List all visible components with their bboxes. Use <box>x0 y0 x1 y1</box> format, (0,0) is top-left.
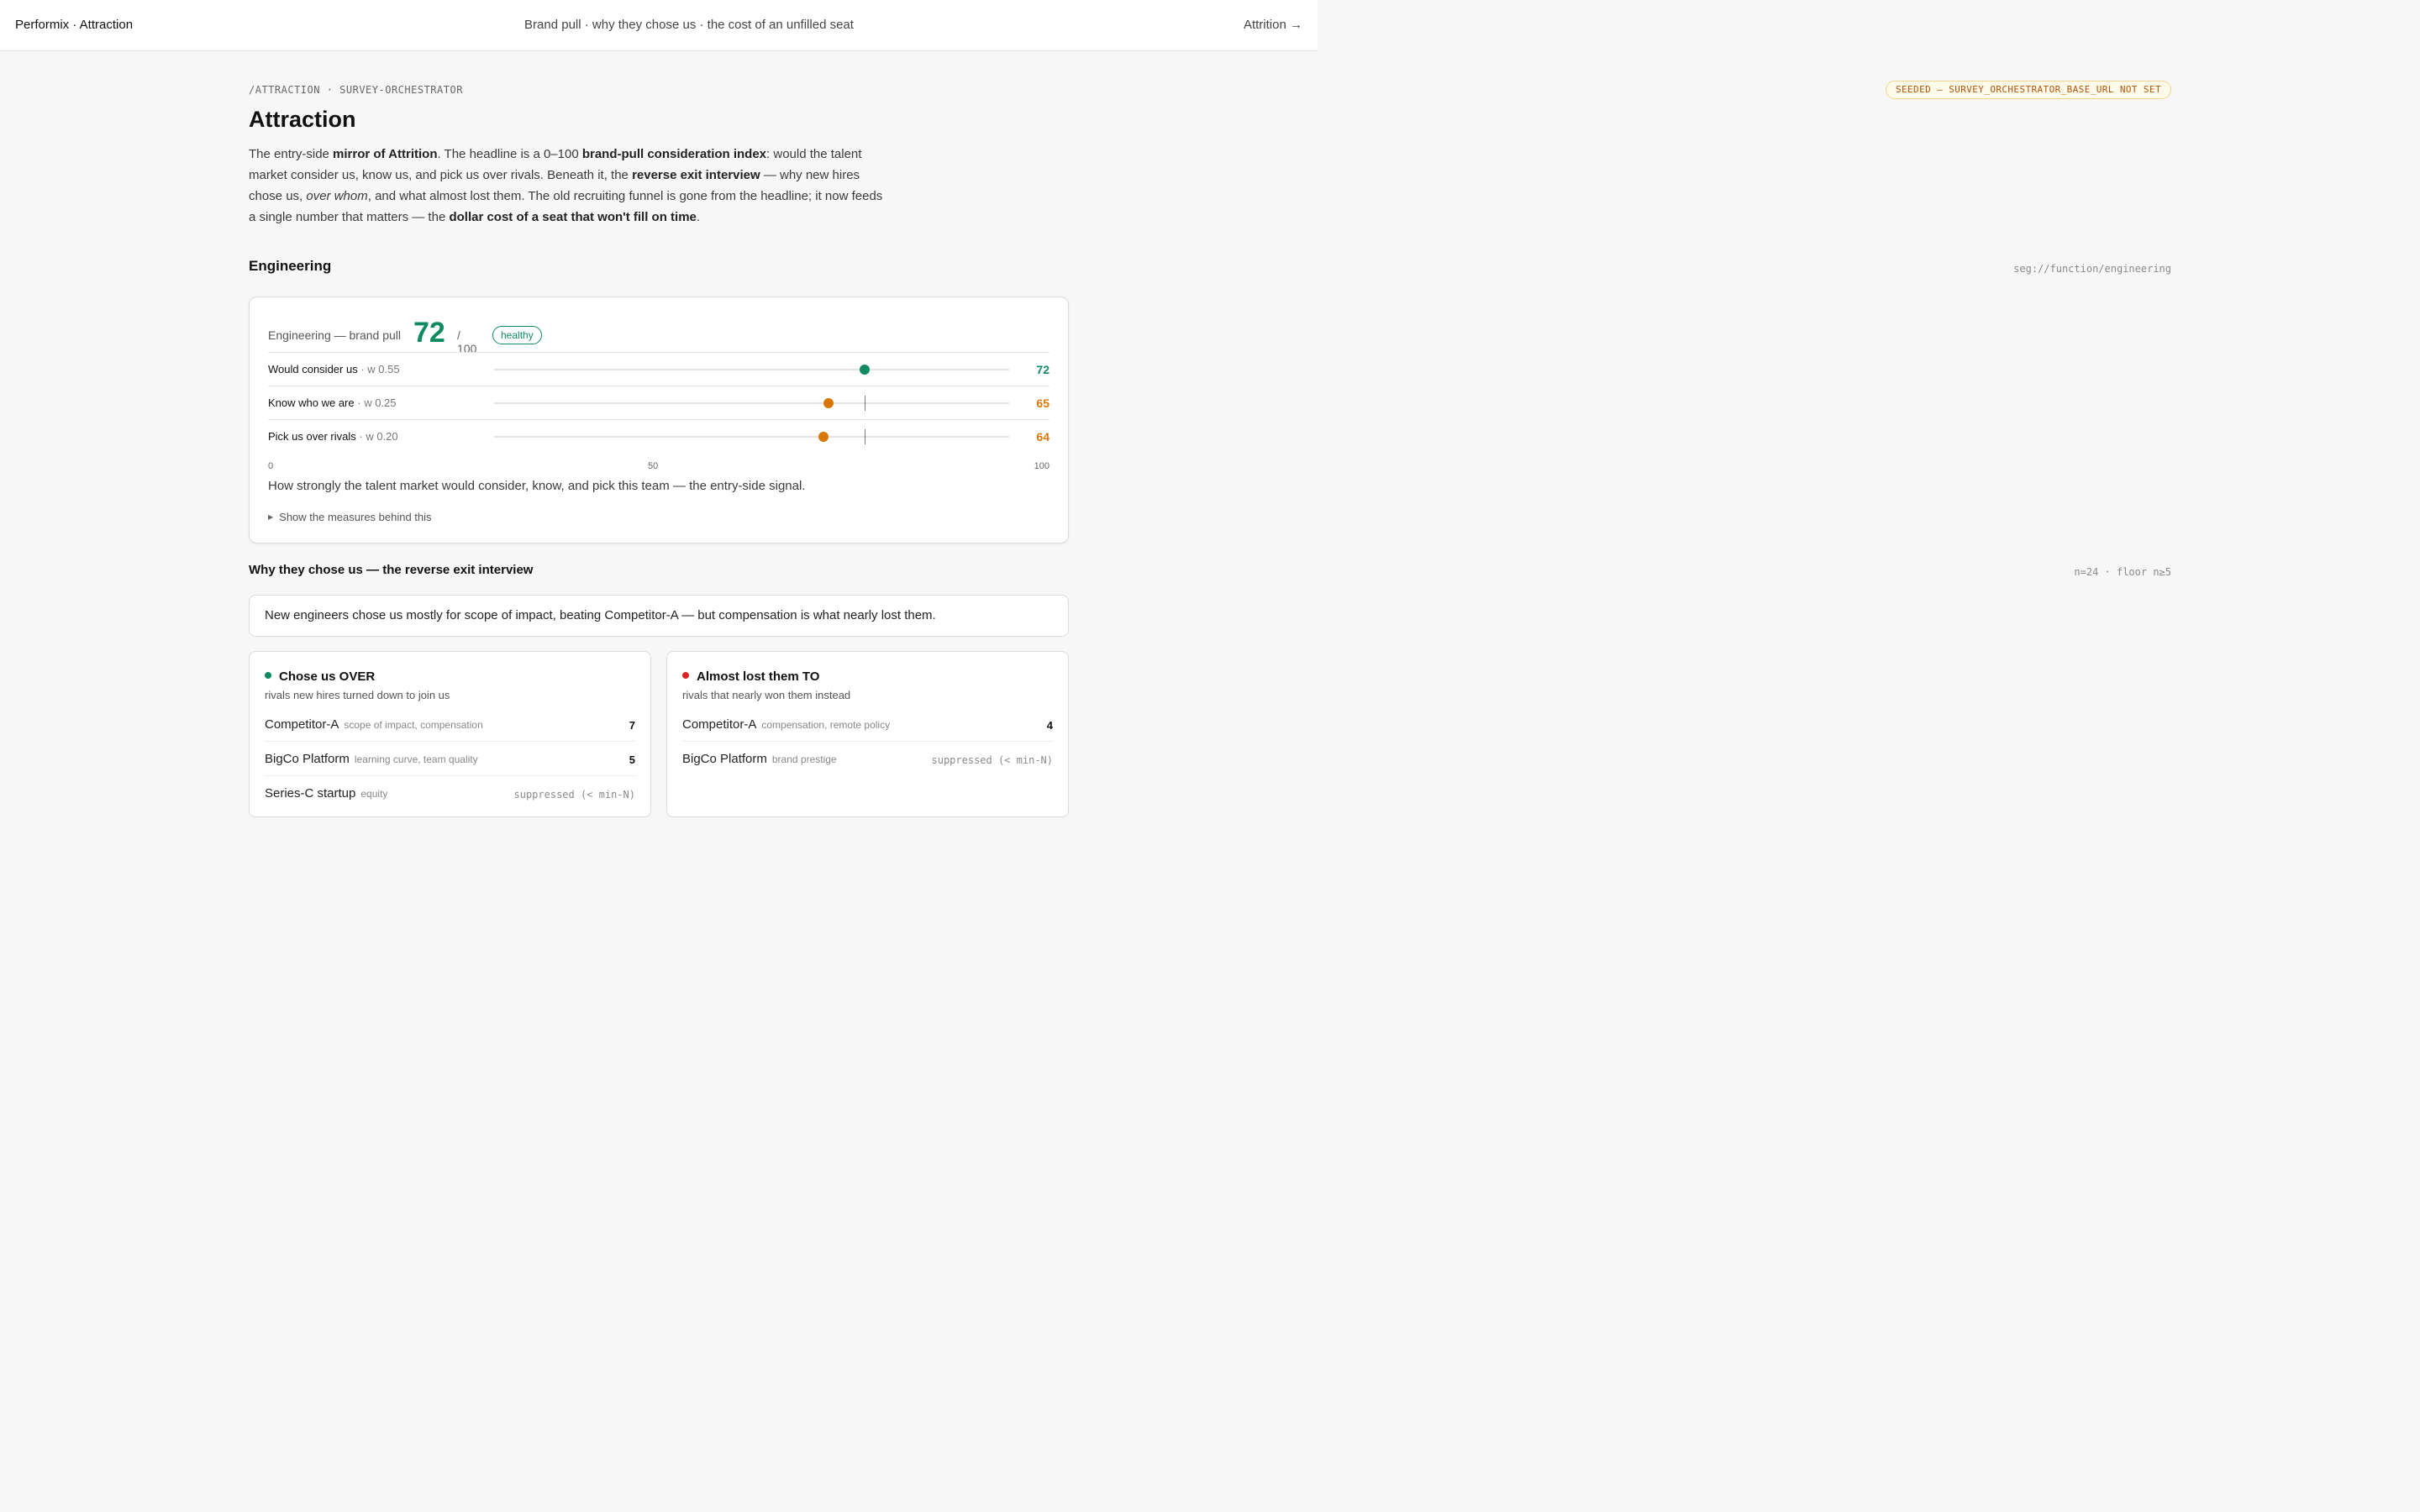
segment-title: Engineering <box>249 258 332 274</box>
measure-row-pick <box>268 419 1050 453</box>
health-status-badge: healthy <box>492 326 542 344</box>
sample-size: n=24 · floor n≥5 <box>2074 566 2171 578</box>
exit-interview-summary <box>249 595 1069 637</box>
exit-interview-title: Why they chose us — the reverse exit interview <box>249 563 534 577</box>
rival-reason: brand prestige <box>771 753 837 765</box>
axis-tick-mid: 50 <box>648 461 659 471</box>
rival-reason: equity <box>360 788 388 800</box>
app-tagline: Brand pull · why they chose us · the cost of an unfilled seat <box>524 18 854 32</box>
show-measures-toggle[interactable] <box>268 511 432 523</box>
rival-name: BigCo Platform <box>682 752 767 766</box>
measure-dot <box>818 432 829 442</box>
rival-row <box>265 707 635 741</box>
measure-weight: · w 0.55 <box>360 363 400 375</box>
measure-bars <box>268 352 1050 471</box>
chose-us-over-panel <box>249 651 651 817</box>
attrition-nav-link[interactable]: Attrition → <box>1243 18 1302 32</box>
brand-pull-score: 72 <box>413 317 445 349</box>
chose-us-over-subtitle: rivals new hires turned down to join us <box>265 689 450 701</box>
measure-row-consider <box>268 352 1050 386</box>
brand-pull-label: Engineering — brand pull <box>268 328 401 342</box>
measure-name: Pick us over rivals <box>268 430 356 443</box>
caret-right-icon: ▶ <box>268 513 274 521</box>
suppressed-label: suppressed (< min-N) <box>513 789 635 801</box>
rival-row <box>265 775 635 810</box>
page-title: Attraction <box>249 107 356 132</box>
measure-weight: · w 0.20 <box>359 430 398 443</box>
brand-pull-card <box>249 297 1069 543</box>
rival-name: Competitor-A <box>265 717 339 732</box>
rival-list <box>682 707 1053 775</box>
scale-axis <box>268 453 1050 471</box>
status-dot-icon <box>682 672 689 679</box>
show-measures-label: Show the measures behind this <box>279 511 432 523</box>
rival-count: 7 <box>629 719 635 732</box>
breadcrumb: /ATTRACTION · SURVEY-ORCHESTRATOR <box>249 84 463 96</box>
measure-value: 64 <box>1036 430 1050 444</box>
measure-name: Know who we are <box>268 396 355 409</box>
rival-count: 4 <box>1046 719 1053 732</box>
summary-text: New engineers chose us mostly for scope of impact, beating Competitor-A — but compensation is what nearly lost them. <box>265 608 936 622</box>
intro-paragraph: The entry-side mirror of Attrition. The headline is a 0–100 brand-pull consideration index: would the talent market consider us, know us, and pick us over rivals. Beneath it, the reverse exit interview — why new hires chose us, over whom, and what almost lost them. The old recruiting funnel is gone from the headline; it now feeds a single number that matters — the dollar cost of a seat that won't fill on time. <box>249 147 883 224</box>
suppressed-label: suppressed (< min-N) <box>931 754 1053 766</box>
rival-list <box>265 707 635 810</box>
measure-track <box>494 402 1009 404</box>
rival-row <box>682 707 1053 741</box>
rival-reason: compensation, remote policy <box>761 719 891 731</box>
almost-lost-panel <box>666 651 1069 817</box>
app-brand[interactable]: Performix · Attraction <box>15 18 134 32</box>
measure-value: 72 <box>1036 363 1050 376</box>
rival-reason: learning curve, team quality <box>354 753 478 765</box>
brand-pull-description: How strongly the talent market would consider, know, and pick this team — the entry-side signal. <box>268 479 806 493</box>
segment-path: seg://function/engineering <box>2013 263 2171 275</box>
rival-name: Competitor-A <box>682 717 757 732</box>
rival-name: BigCo Platform <box>265 752 350 766</box>
chose-us-over-title: Chose us OVER <box>265 669 375 684</box>
rival-reason: scope of impact, compensation <box>344 719 483 731</box>
top-bar <box>0 0 1318 51</box>
measure-weight: · w 0.25 <box>357 396 397 409</box>
measure-value: 65 <box>1036 396 1050 410</box>
brand-pull-out-of: / 100 <box>457 328 477 355</box>
measure-track <box>494 436 1009 438</box>
measure-track <box>494 369 1009 370</box>
measure-name: Would consider us <box>268 363 358 375</box>
measure-row-know <box>268 386 1050 419</box>
measure-dot <box>823 398 834 408</box>
seeded-status-badge: SEEDED — SURVEY_ORCHESTRATOR_BASE_URL NOT SET <box>1886 81 2171 99</box>
rival-row <box>265 741 635 775</box>
axis-tick-max: 100 <box>1034 461 1050 471</box>
almost-lost-title: Almost lost them TO <box>682 669 819 684</box>
rival-count: 5 <box>629 753 635 766</box>
status-dot-icon <box>265 672 271 679</box>
axis-tick-min: 0 <box>268 461 274 471</box>
measure-dot <box>860 365 870 375</box>
rival-row <box>682 741 1053 775</box>
rival-name: Series-C startup <box>265 786 356 801</box>
almost-lost-subtitle: rivals that nearly won them instead <box>682 689 851 701</box>
